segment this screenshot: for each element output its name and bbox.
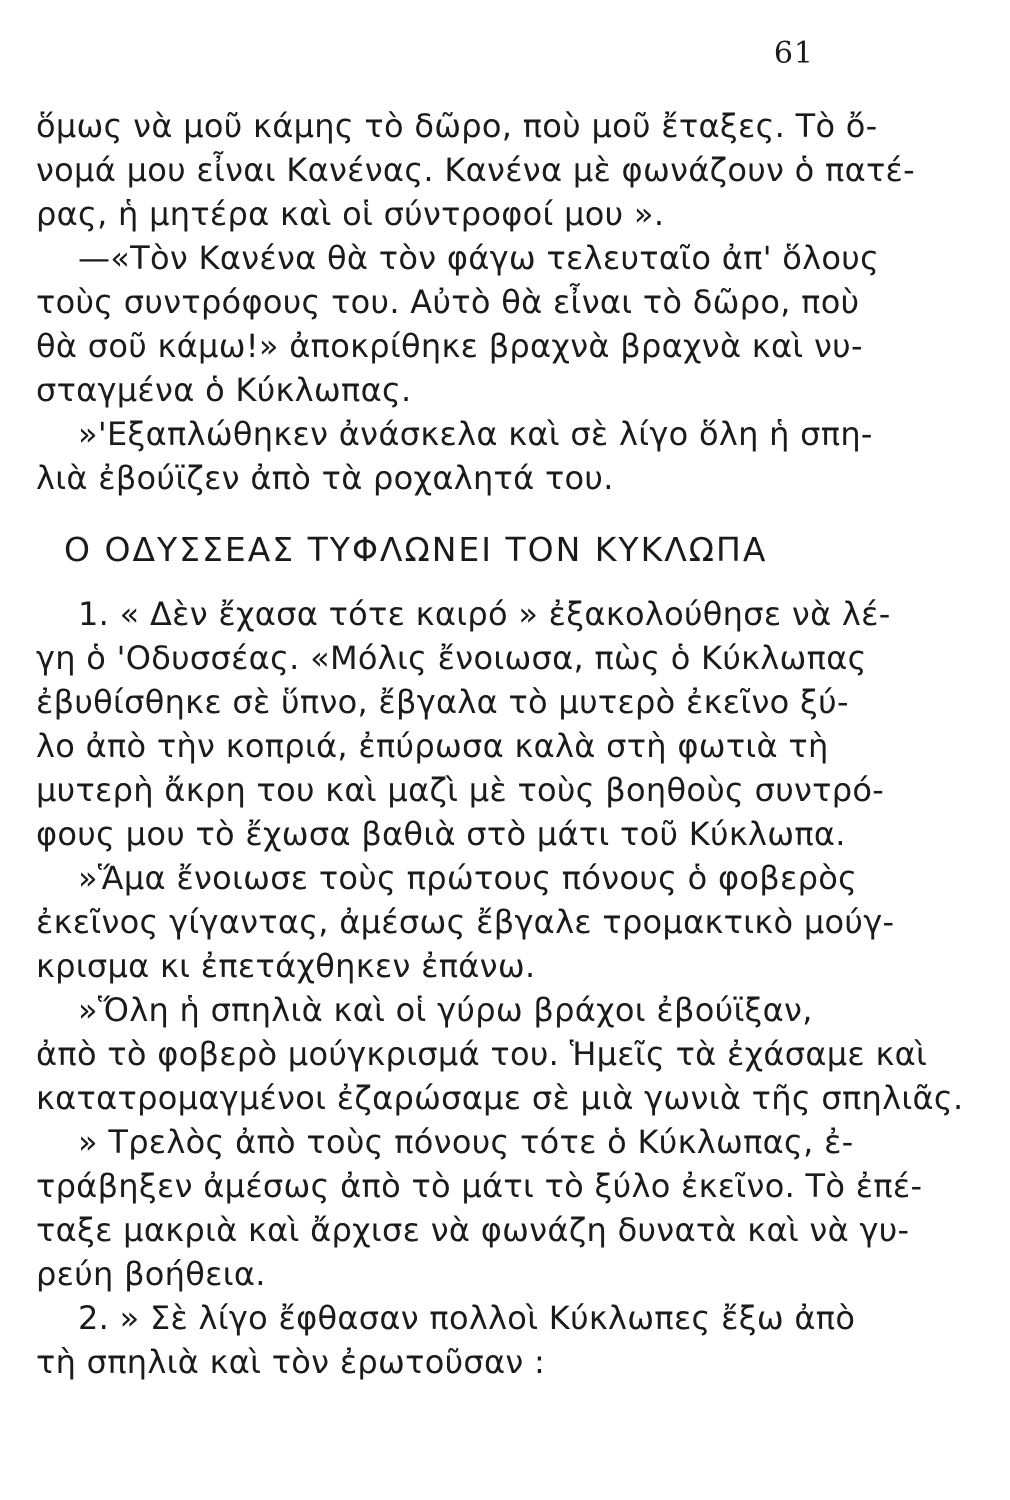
text-line: ὅμως νὰ μοῦ κάμης τὸ δῶρο, ποὺ μοῦ ἔταξες. Τὸ ὄ- [36,107,878,145]
text-line: »'Εξαπλώθηκεν ἀνάσκελα καὶ σὲ λίγο ὅλη ἡ σπη- [78,415,873,453]
text-line: σταγμένα ὁ Κύκλωπας. [36,371,412,409]
text-line: θὰ σοῦ κάμω!» ἀποκρίθηκε βραχνὰ βραχνὰ καὶ νυ- [36,327,863,365]
text-line: »Ἅμα ἔνοιωσε τοὺς πρώτους πόνους ὁ φοβερὸς [78,859,858,897]
text-line: » Τρελὸς ἀπὸ τοὺς πόνους τότε ὁ Κύκλωπας, ἐ- [78,1123,854,1161]
text-line: κρισμα κι ἐπετάχθηκεν ἐπάνω. [36,947,536,985]
text-line: μυτερὴ ἄκρη του καὶ μαζὶ μὲ τοὺς βοηθοὺς συντρό- [36,771,885,809]
text-line: ἀπὸ τὸ φοβερὸ μούγκρισμά του. Ἡμεῖς τὰ ἐχάσαμε καὶ [36,1035,928,1073]
text-line: »Ὅλη ἡ σπηλιὰ καὶ οἱ γύρω βράχοι ἐβούϊξαν, [78,991,813,1029]
section-heading: Ο ΟΔΥΣΣΕΑΣ ΤΥΦΛΩΝΕΙ ΤΟΝ ΚΥΚΛΩΠΑ [64,530,768,569]
text-line: ρας, ἡ μητέρα καὶ οἱ σύντροφοί μου ». [36,195,665,233]
text-line: ἐβυθίσθηκε σὲ ὕπνο, ἔβγαλα τὸ μυτερὸ ἐκεῖνο ξύ- [36,683,849,721]
text-line: —«Τὸν Κανένα θὰ τὸν φάγω τελευταῖο ἀπ' ὅλους [78,239,880,277]
text-line: φους μου τὸ ἔχωσα βαθιὰ στὸ μάτι τοῦ Κύκλωπα. [36,815,846,853]
text-line: 1. « Δὲν ἔχασα τότε καιρό » ἐξακολούθησε νὰ λέ- [78,595,891,633]
section-before-heading [36,104,915,500]
text-line: λο ἀπὸ τὴν κοπριά, ἐπύρωσα καλὰ στὴ φωτιὰ τὴ [36,727,829,765]
text-line: 2. » Σὲ λίγο ἔφθασαν πολλοὶ Κύκλωπες ἔξω ἀπὸ [78,1299,856,1337]
text-line: τράβηξεν ἀμέσως ἀπὸ τὸ μάτι τὸ ξύλο ἐκεῖνο. Τὸ ἐπέ- [36,1167,923,1205]
body-text [36,104,964,1384]
text-line: γη ὁ 'Οδυσσέας. «Μόλις ἔνοιωσα, πὼς ὁ Κύκλωπας [36,639,867,677]
text-line: νομά μου εἶναι Κανένας. Κανένα μὲ φωνάζουν ὁ πατέ- [36,151,915,189]
section-after-heading [36,592,964,1384]
text-line: τοὺς συντρόφους του. Αὐτὸ θὰ εἶναι τὸ δῶρο, ποὺ [36,283,860,321]
text-line: ἐκεῖνος γίγαντας, ἀμέσως ἔβγαλε τρομακτικὸ μούγ- [36,903,895,941]
text-line: λιὰ ἐβούϊζεν ἀπὸ τὰ ροχαλητά του. [36,459,614,497]
text-line: ρεύη βοήθεια. [36,1255,266,1293]
text-line: τὴ σπηλιὰ καὶ τὸν ἐρωτοῦσαν : [36,1343,546,1381]
text-line: ταξε μακριὰ καὶ ἄρχισε νὰ φωνάζη δυνατὰ καὶ νὰ γυ- [36,1211,910,1249]
text-line: κατατρομαγμένοι ἐζαρώσαμε σὲ μιὰ γωνιὰ τῆς σπηλιᾶς. [36,1079,964,1117]
page-number: 61 [773,36,814,71]
